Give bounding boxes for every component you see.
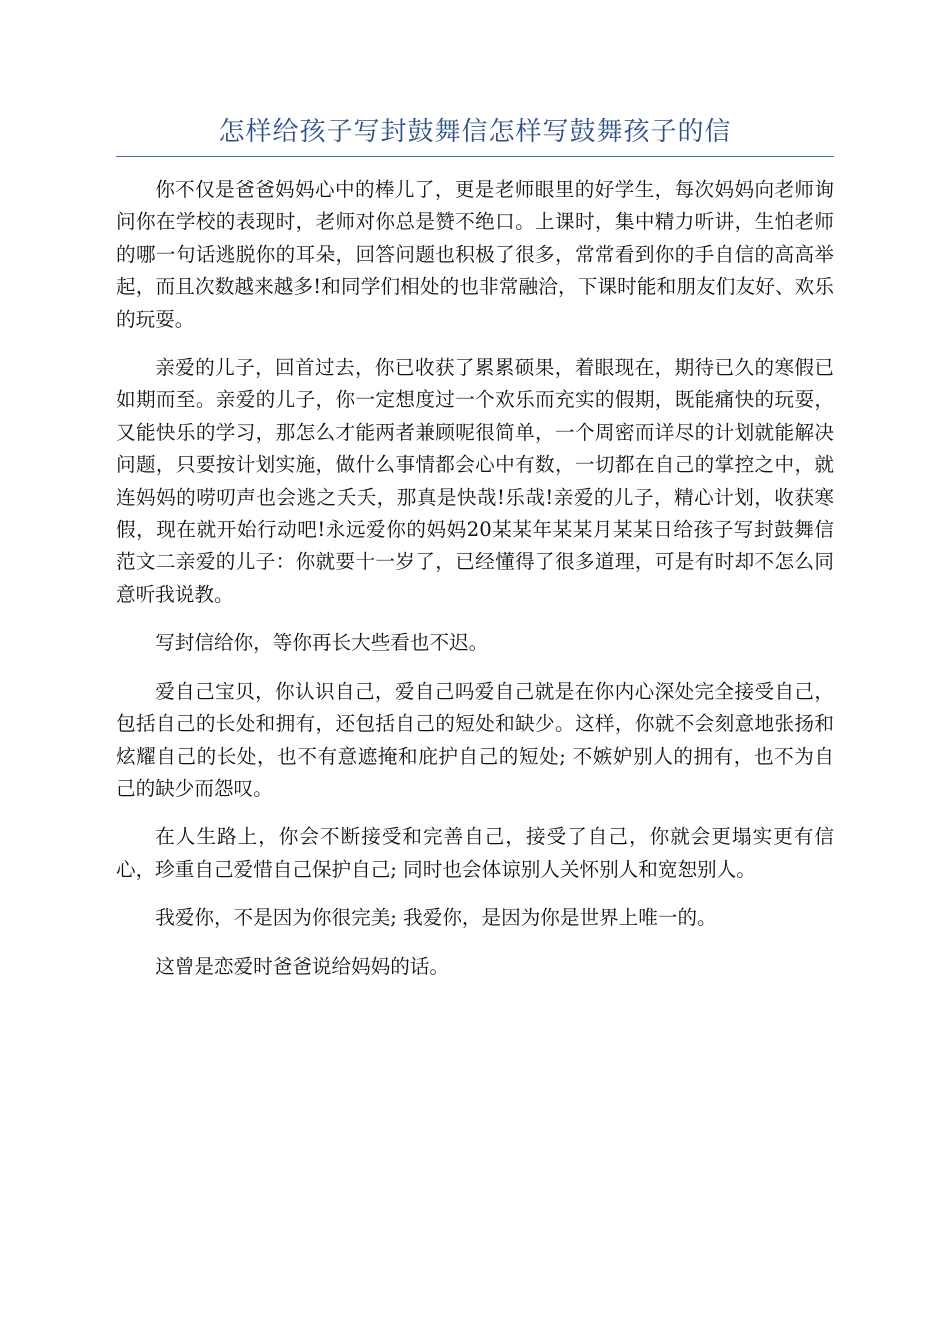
paragraph-7: 这曾是恋爱时爸爸说给妈妈的话。 (155, 954, 450, 978)
paragraph-2: 亲爱的儿子，回首过去，你已收获了累累硕果，着眼现在，期待已久的寒假已如期而至。亲爱的儿子，你一定想度过一个欢乐而充实的假期，既能痛快的玩耍，又能快乐的学习，那怎么才能两者兼顾呢很简单，一个周密而详尽的计划就能解决问题，只要按计划实施，做什么事情都会心中有数，一切都在自己的掌控之中，就连妈妈的唠叨声也会逃之夭夭，那真是快哉!乐哉!亲爱的儿子，精心计划，收获寒假，现在就开始行动吧!永远爱你的妈妈20某某年某某月某某日给孩子写封鼓舞信范文二亲爱的儿子：你就要十一岁了，已经懂得了很多道理，可是有时却不怎么同意听我说教。 (116, 356, 834, 606)
document-title: 怎样给孩子写封鼓舞信怎样写鼓舞孩子的信 (218, 117, 732, 147)
paragraph-1: 你不仅是爸爸妈妈心中的棒儿了，更是老师眼里的好学生，每次妈妈向老师询问你在学校的表现时，老师对你总是赞不绝口。上课时，集中精力听讲，生怕老师的哪一句话逃脱你的耳朵，回答问题也积极了很多，常常看到你的手自信的高高举起，而且次数越来越多!和同学们相处的也非常融洽，下课时能和朋友们友好、欢乐的玩耍。 (116, 178, 834, 331)
paragraph-5: 在人生路上，你会不断接受和完善自己，接受了自己，你就会更塌实更有信心，珍重自己爱惜自己保护自己; 同时也会体谅别人关怀别人和宽恕别人。 (116, 825, 834, 881)
paragraph-4: 爱自己宝贝，你认识自己，爱自己吗爱自己就是在你内心深处完全接受自己，包括自己的长处和拥有，还包括自己的短处和缺少。这样，你就不会刻意地张扬和炫耀自己的长处，也不有意遮掩和庇护自己的短处; 不嫉妒别人的拥有，也不为自己的缺少而怨叹。 (116, 679, 834, 800)
paragraph-3: 写封信给你，等你再长大些看也不迟。 (155, 631, 489, 655)
paragraph-6: 我爱你，不是因为你很完美; 我爱你，是因为你是世界上唯一的。 (155, 906, 717, 930)
document-body (116, 174, 834, 999)
title-block (116, 112, 834, 157)
